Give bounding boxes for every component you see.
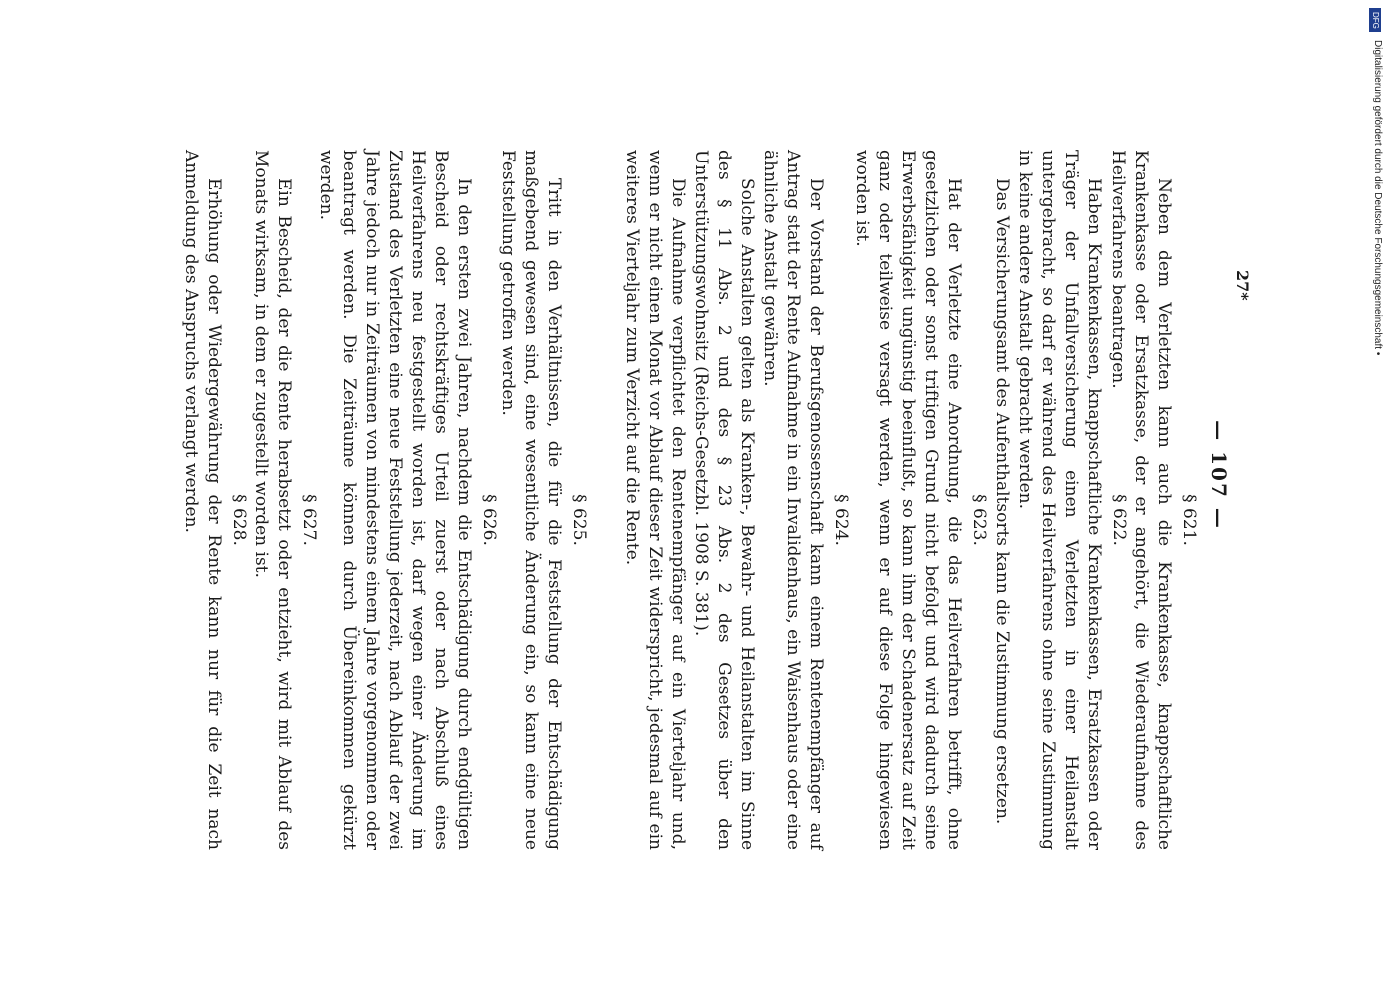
section-625 (496, 150, 590, 850)
section-623 (850, 150, 990, 850)
paragraph: Das Versicherungsamt des Aufenthaltsorts kann die Zustimmung ersetzen. (992, 178, 1012, 825)
page-number: — 107 — (1207, 420, 1231, 530)
paragraph: Tritt in den Verhältnissen, die für die Feststellung der Entschädigung maßgebend gewesen sind, eine wesentliche Änderung ein, so kann eine neue Feststellung getroffen werden. (498, 150, 564, 850)
section-heading: § 628. (229, 494, 249, 546)
paragraph: In den ersten zwei Jahren, nachdem die Entschädigung durch endgültigen Bescheid oder rechtskräftiges Urteil zuerst oder nach Abschluß eines Heilverfahrens neu festgestellt worden ist, darf wegen einer Änderung im Zustand des Verletzten eine neue Feststellung jederzeit, nach Ablauf der zwei Jahre jedoch nur in Zeiträumen von mindestens einem Jahre vorgenommen oder beantragt werden. Die Zeiträume können durch Übereinkommen gekürzt werden. (316, 150, 474, 850)
paragraph: Erhöhung oder Wiedergewährung der Rente kann nur für die Zeit nach Anmeldung des Anspruchs verlangt werden. (181, 150, 224, 850)
signature-mark: 27* (1233, 270, 1252, 301)
section-heading: § 621. (1179, 494, 1199, 546)
document-page (160, 150, 1230, 850)
section-622 (990, 150, 1130, 850)
signature-mark-container (1232, 270, 1252, 300)
digitization-watermark: Digitalisierung gefördert durch die Deutsche Forschungsgemeinschaft • (1372, 40, 1383, 356)
section-628 (179, 150, 250, 850)
section-627 (249, 150, 320, 850)
paragraph: Der Vorstand der Berufsgenossenschaft kann einem Rentenempfänger auf Antrag statt der Rente Aufnahme in ein Invalidenhaus, ein Waisenhaus oder eine ähnliche Anstalt gewähren. (760, 150, 826, 850)
section-626 (314, 150, 500, 850)
section-heading: § 624. (831, 494, 851, 546)
section-624 (620, 150, 852, 850)
paragraph: Die Aufnahme verpflichtet den Rentenempfänger auf ein Vierteljahr und, wenn er nicht einen Monat vor Ablauf dieser Zeit widerspricht, jedesmal auf ein weiteres Vierteljahr zum Verzicht auf die Rente. (622, 150, 688, 850)
paragraph: Hat der Verletzte eine Anordnung, die das Heilverfahren betrifft, ohne gesetzlichen oder sonst triftigen Grund nicht befolgt und wird dadurch seine Erwerbsfähigkeit ungünstig beeinflußt, so kann ihm der Schadenersatz auf Zeit ganz oder teilweise versagt werden, wenn er auf diese Folge hingewiesen worden ist. (852, 150, 964, 850)
section-heading: § 625. (569, 494, 589, 546)
paragraph: Neben dem Verletzten kann auch die Krankenkasse, knappschaftliche Krankenkasse oder Ersatzkasse, der er angehört, die Wiederaufnahme des Heilverfahrens beantragen. (1108, 150, 1174, 850)
paragraph: Haben Krankenkassen, knappschaftliche Krankenkassen, Ersatzkassen oder Träger der Unfallversicherung einen Verletzten in einer Heilanstalt untergebracht, so darf er während des Heilverfahrens ohne seine Zustimmung in keine andere Anstalt gebracht werden. (1015, 150, 1104, 850)
section-heading: § 627. (299, 494, 319, 546)
section-heading: § 626. (479, 494, 499, 546)
dfg-logo: DFG (1369, 8, 1381, 32)
paragraph: Ein Bescheid, der die Rente herabsetzt oder entzieht, wird mit Ablauf des Monats wirksam, in dem er zugestellt worden ist. (251, 150, 294, 850)
section-heading: § 622. (1109, 494, 1129, 546)
paragraph: Solche Anstalten gelten als Kranken-, Bewahr- und Heilanstalten im Sinne des § 11 Abs. 2 und des § 23 Abs. 2 des Gesetzes über den Unterstützungswohnsitz (Reichs-Gesetzbl. 1908 S. 381). (691, 150, 757, 850)
section-heading: § 623. (969, 494, 989, 546)
